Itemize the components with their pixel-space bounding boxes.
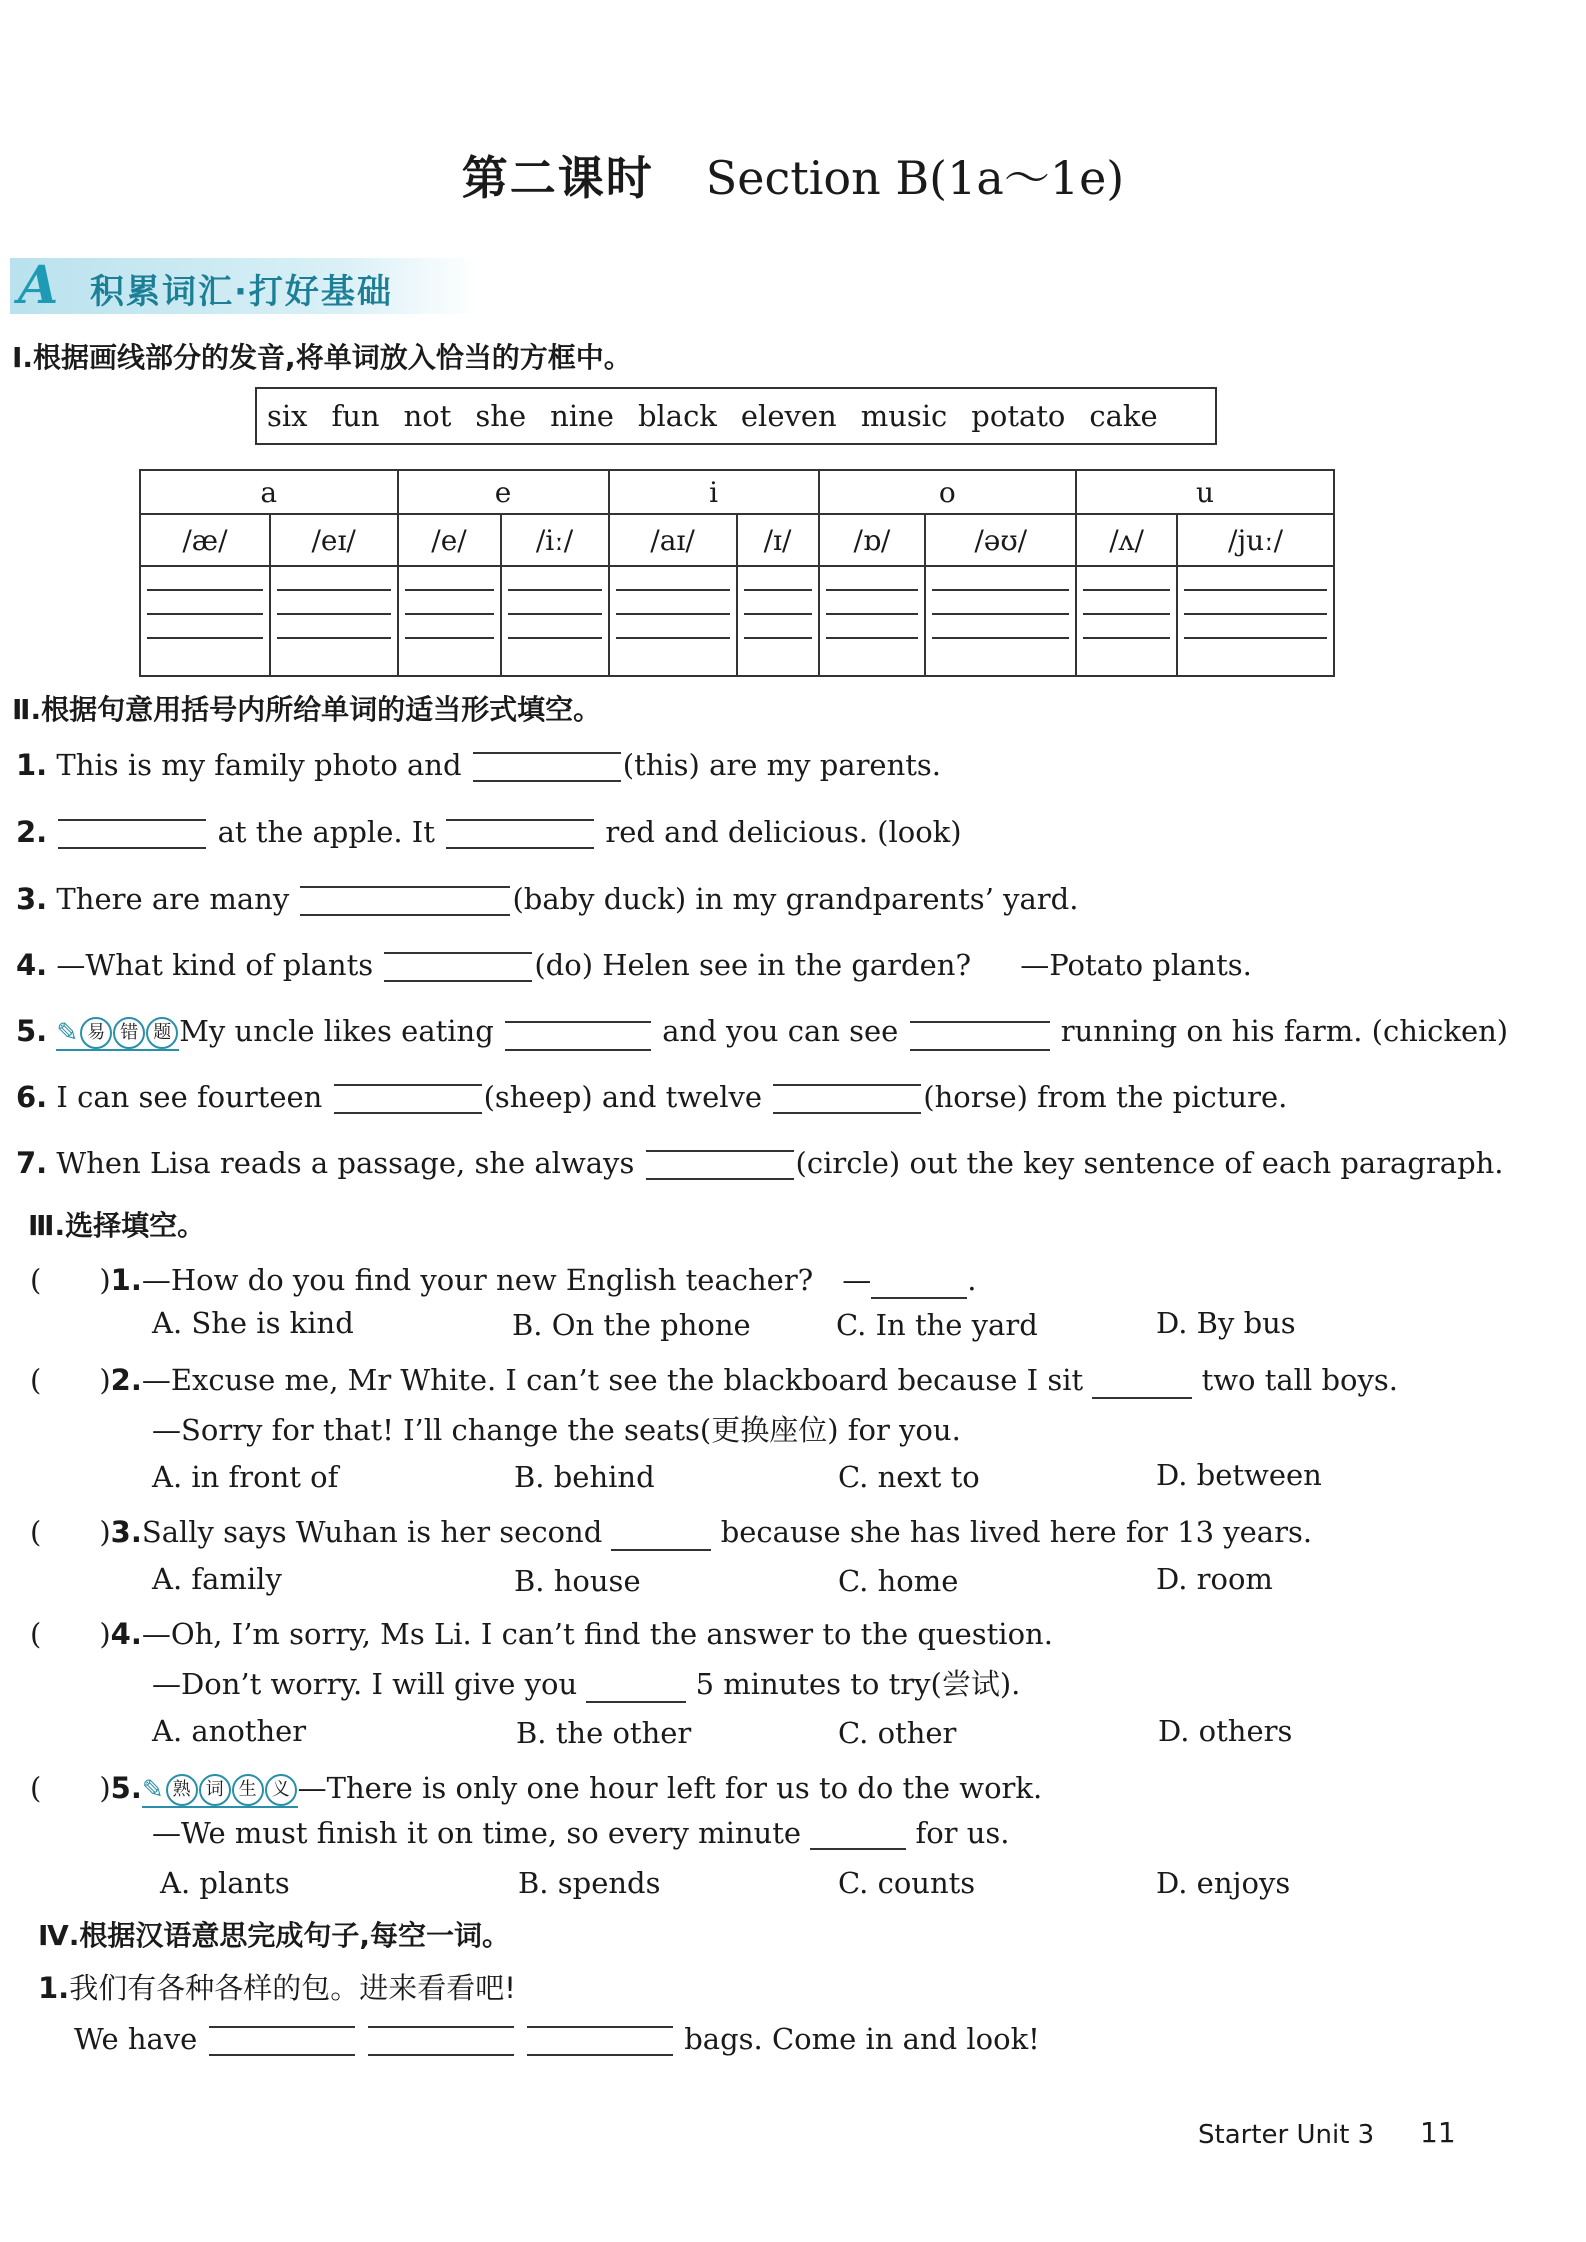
- answer-blank[interactable]: [384, 952, 532, 982]
- question-text: I can see fourteen: [56, 1080, 323, 1114]
- option[interactable]: C. In the yard: [836, 1308, 1038, 1342]
- question-text: at the apple. It: [217, 815, 435, 849]
- answer-blank[interactable]: [910, 1021, 1050, 1051]
- fill-question: [16, 1014, 1508, 1051]
- answer-blank[interactable]: [209, 2026, 355, 2056]
- choice-question: [30, 1358, 1398, 1399]
- question-text: We have: [74, 2022, 198, 2056]
- question-text: There are many: [56, 882, 290, 916]
- sound-header: /iː/: [501, 514, 609, 566]
- answer-cell[interactable]: [1177, 566, 1334, 676]
- pen-icon: ✎: [56, 1018, 79, 1048]
- part1-heading: Ⅰ.根据画线部分的发音,将单词放入恰当的方框中。: [12, 341, 632, 374]
- question-text: (this) are my parents.: [622, 748, 942, 782]
- answer-cell[interactable]: [140, 566, 270, 676]
- word: not: [403, 399, 452, 433]
- answer-blank[interactable]: [773, 1084, 921, 1114]
- answer-blank[interactable]: [473, 752, 621, 782]
- word: nine: [550, 399, 614, 433]
- question-text: (circle) out the key sentence of each paragraph.: [795, 1146, 1504, 1180]
- word: music: [860, 399, 948, 433]
- question-number: 3.: [16, 882, 48, 916]
- answer-blank[interactable]: [505, 1021, 651, 1051]
- word: cake: [1089, 399, 1158, 433]
- word: six: [267, 399, 308, 433]
- answer-blank[interactable]: [810, 1824, 906, 1850]
- answer-blank[interactable]: [527, 2026, 673, 2056]
- option[interactable]: B. On the phone: [512, 1308, 751, 1342]
- question-text: (horse) from the picture.: [923, 1080, 1288, 1114]
- option[interactable]: B. the other: [516, 1716, 692, 1750]
- sound-header: /aɪ/: [609, 514, 737, 566]
- sound-header: /ɪ/: [737, 514, 819, 566]
- option[interactable]: D. enjoys: [1156, 1866, 1291, 1900]
- error-prone-tag: [56, 1014, 179, 1051]
- letter-header: e: [398, 470, 609, 514]
- choice-question: [30, 1612, 1053, 1653]
- question-text: —How do you find your new English teacher? —: [141, 1263, 872, 1297]
- question-number: 5.: [110, 1771, 142, 1805]
- question-line: —Sorry for that! I’ll change the seats(更换座位) for you.: [152, 1413, 961, 1447]
- letter-header: a: [140, 470, 398, 514]
- option[interactable]: D. room: [1156, 1562, 1273, 1596]
- word: fun: [331, 399, 380, 433]
- section-a-banner: [10, 255, 480, 316]
- answer-cell[interactable]: [398, 566, 501, 676]
- option[interactable]: B. spends: [518, 1866, 661, 1900]
- question-text: —Potato plants.: [1020, 948, 1252, 982]
- title-cn: 第二课时: [461, 151, 654, 205]
- question-line: [152, 1816, 1010, 1850]
- answer-cell[interactable]: [609, 566, 737, 676]
- answer-blank[interactable]: [58, 819, 206, 849]
- answer-cell[interactable]: [925, 566, 1076, 676]
- question-number: 4.: [16, 948, 48, 982]
- question-text: —What kind of plants: [56, 948, 374, 982]
- question-text: Sally says Wuhan is her second: [141, 1515, 603, 1549]
- question-text: .: [967, 1263, 977, 1297]
- sound-header: /ʌ/: [1076, 514, 1177, 566]
- letter-header: o: [819, 470, 1077, 514]
- question-number: 4.: [110, 1617, 142, 1651]
- option[interactable]: D. By bus: [1156, 1306, 1296, 1340]
- word: she: [475, 399, 527, 433]
- question-number: 7.: [16, 1146, 48, 1180]
- option[interactable]: A. another: [152, 1714, 307, 1748]
- letter-header: i: [609, 470, 819, 514]
- question-line: [152, 1662, 1020, 1703]
- option[interactable]: D. between: [1156, 1458, 1322, 1492]
- answer-blank[interactable]: [334, 1084, 482, 1114]
- answer-cell[interactable]: [819, 566, 926, 676]
- question-text: bags. Come in and look!: [684, 2022, 1040, 2056]
- tag-badge: 生: [232, 1774, 264, 1806]
- part3-heading: Ⅲ.选择填空。: [28, 1209, 206, 1242]
- part2-heading: Ⅱ.根据句意用括号内所给单词的适当形式填空。: [12, 693, 602, 726]
- translate-question: [38, 1966, 516, 2007]
- question-number: 3.: [110, 1515, 142, 1549]
- question-chinese: 我们有各种各样的包。进来看看吧!: [69, 1971, 516, 2005]
- answer-blank[interactable]: [368, 2026, 514, 2056]
- answer-cell[interactable]: [1076, 566, 1177, 676]
- question-number: 6.: [16, 1080, 48, 1114]
- answer-blank[interactable]: [586, 1677, 686, 1703]
- question-text: (sheep) and twelve: [483, 1080, 763, 1114]
- page-title: [0, 142, 1586, 208]
- option[interactable]: C. home: [838, 1564, 959, 1598]
- question-text: My uncle likes eating: [179, 1014, 494, 1048]
- section-a-letter: A: [18, 255, 59, 316]
- tag-badge: 错: [113, 1017, 145, 1049]
- option[interactable]: D. others: [1158, 1714, 1293, 1748]
- word: black: [637, 399, 717, 433]
- tag-badge: 义: [265, 1774, 297, 1806]
- question-text: —Don’t worry. I will give you: [152, 1667, 578, 1701]
- answer-paren[interactable]: ( ): [30, 1263, 111, 1297]
- answer-paren[interactable]: ( ): [30, 1515, 111, 1549]
- question-text: —We must finish it on time, so every minute: [152, 1816, 802, 1850]
- answer-blank[interactable]: [1092, 1373, 1192, 1399]
- phonics-table: [139, 469, 1335, 677]
- question-text: and you can see: [662, 1014, 899, 1048]
- pen-icon: ✎: [141, 1775, 164, 1805]
- answer-blank[interactable]: [611, 1525, 711, 1551]
- title-en: Section B(1a～1e): [705, 151, 1125, 205]
- question-text: This is my family photo and: [56, 748, 462, 782]
- answer-blank[interactable]: [646, 1150, 794, 1180]
- word: eleven: [740, 399, 837, 433]
- question-text: two tall boys.: [1201, 1363, 1398, 1397]
- question-text: When Lisa reads a passage, she always: [56, 1146, 635, 1180]
- question-number: 1.: [38, 1971, 70, 2005]
- fill-question: [16, 948, 1252, 982]
- fill-question: [16, 1080, 1287, 1114]
- fill-question: [16, 748, 941, 782]
- question-number: 5.: [16, 1014, 48, 1048]
- option[interactable]: A. in front of: [152, 1460, 339, 1494]
- tag-badge: 词: [199, 1774, 231, 1806]
- word-box: [255, 387, 1217, 445]
- answer-blank[interactable]: [300, 886, 510, 916]
- question-text: because she has lived here for 13 years.: [720, 1515, 1313, 1549]
- sound-header: /eɪ/: [270, 514, 398, 566]
- option[interactable]: C. other: [838, 1716, 957, 1750]
- tag-badge: 熟: [166, 1774, 198, 1806]
- sound-header: /e/: [398, 514, 501, 566]
- answer-cell[interactable]: [501, 566, 609, 676]
- letter-header: u: [1076, 470, 1334, 514]
- choice-question: [30, 1766, 1042, 1808]
- question-text: for us.: [915, 1816, 1010, 1850]
- unit-label: Starter Unit 3: [1198, 2120, 1375, 2150]
- option[interactable]: A. plants: [160, 1866, 290, 1900]
- question-text: (do) Helen see in the garden?: [534, 948, 971, 982]
- question-number: 2.: [110, 1363, 142, 1397]
- fill-question: [16, 1146, 1504, 1180]
- option[interactable]: A. family: [152, 1562, 282, 1596]
- word: potato: [971, 399, 1066, 433]
- tag-badge: 题: [146, 1017, 178, 1049]
- section-a-title: 积累词汇·打好基础: [90, 272, 393, 312]
- answer-blank[interactable]: [871, 1273, 967, 1299]
- familiar-word-new-meaning-tag: [142, 1771, 298, 1808]
- question-text: red and delicious. (look): [605, 815, 962, 849]
- question-text: (baby duck) in my grandparents’ yard.: [512, 882, 1079, 916]
- question-text: —Oh, I’m sorry, Ms Li. I can’t find the answer to the question.: [141, 1617, 1053, 1651]
- question-number: 1.: [110, 1263, 142, 1297]
- choice-question: [30, 1510, 1312, 1551]
- answer-paren[interactable]: ( ): [30, 1617, 111, 1651]
- option[interactable]: A. She is kind: [152, 1306, 354, 1340]
- choice-question: [30, 1258, 976, 1299]
- answer-paren[interactable]: ( ): [30, 1363, 111, 1397]
- translate-answer-line: [74, 2022, 1040, 2056]
- sound-header: /æ/: [140, 514, 270, 566]
- answer-paren[interactable]: ( ): [30, 1771, 111, 1805]
- sound-header: /ɒ/: [819, 514, 926, 566]
- answer-cell[interactable]: [737, 566, 819, 676]
- option[interactable]: B. behind: [514, 1460, 655, 1494]
- question-number: 1.: [16, 748, 48, 782]
- option[interactable]: C. counts: [838, 1866, 976, 1900]
- question-text: —There is only one hour left for us to do the work.: [297, 1771, 1043, 1805]
- answer-blank[interactable]: [446, 819, 594, 849]
- fill-question: [16, 815, 962, 849]
- tag-badge: 易: [80, 1017, 112, 1049]
- option[interactable]: C. next to: [838, 1460, 980, 1494]
- option[interactable]: B. house: [514, 1564, 641, 1598]
- question-text: —Excuse me, Mr White. I can’t see the blackboard because I sit: [141, 1363, 1084, 1397]
- question-text: running on his farm. (chicken): [1060, 1014, 1509, 1048]
- question-text: 5 minutes to try(尝试).: [695, 1667, 1021, 1701]
- page-number: 11: [1420, 2116, 1456, 2149]
- part4-heading: Ⅳ.根据汉语意思完成句子,每空一词。: [38, 1919, 511, 1952]
- fill-question: [16, 882, 1078, 916]
- answer-cell[interactable]: [270, 566, 398, 676]
- sound-header: /əʊ/: [925, 514, 1076, 566]
- sound-header: /juː/: [1177, 514, 1334, 566]
- question-number: 2.: [16, 815, 48, 849]
